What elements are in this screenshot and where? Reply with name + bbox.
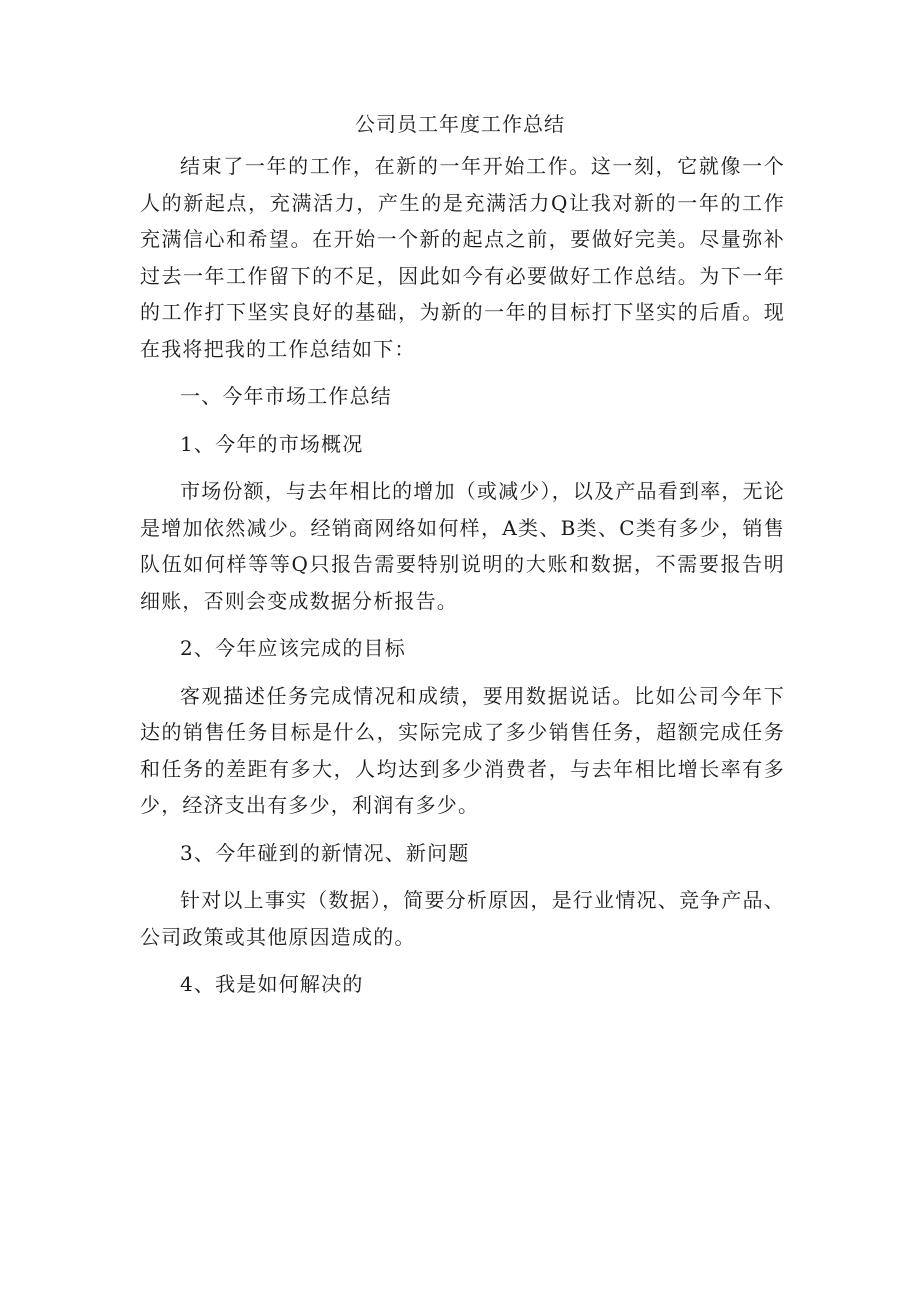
section-heading-market-summary: 一、今年市场工作总结 [180, 384, 392, 408]
goals-paragraph: 客观描述任务完成情况和成绩，要用数据说话。比如公司今年下达的销售任务目标是什么，实际完成了多少销售任务，超额完成任务和任务的差距有多大，人均达到多少消费者，与去年相比增长率有多少，经济支出有多少，利润有多少。 [140, 683, 785, 817]
document-title: 公司员工年度工作总结 [355, 112, 565, 136]
document-body [140, 148, 785, 1014]
intro-paragraph: 结束了一年的工作，在新的一年开始工作。这一刻，它就像一个人的新起点，充满活力，产生的是充满活力Q让我对新的一年的工作充满信心和希望。在开始一个新的起点之前，要做好完美。尽量弥补过去一年工作留下的不足，因此如今有必要做好工作总结。为下一年的工作打下坚实良好的基础，为新的一年的目标打下坚实的后盾。现在我将把我的工作总结如下： [140, 154, 785, 361]
market-overview-paragraph: 市场份额，与去年相比的增加（或减少），以及产品看到率，无论是增加依然减少。经销商网络如何样，A类、B类、C类有多少，销售队伍如何样等等Q只报告需要特别说明的大账和数据，不需要报告明细账，否则会变成数据分析报告。 [140, 479, 785, 613]
new-issues-paragraph: 针对以上事实（数据），简要分析原因，是行业情况、竞争产品、公司政策或其他原因造成的。 [140, 888, 785, 949]
subheading-new-issues: 3、今年碰到的新情况、新问题 [180, 840, 470, 865]
subheading-goals: 2、今年应该完成的目标 [180, 636, 406, 660]
subheading-solutions: 4、我是如何解决的 [180, 972, 364, 996]
subheading-market-overview: 1、今年的市场概况 [180, 431, 364, 456]
